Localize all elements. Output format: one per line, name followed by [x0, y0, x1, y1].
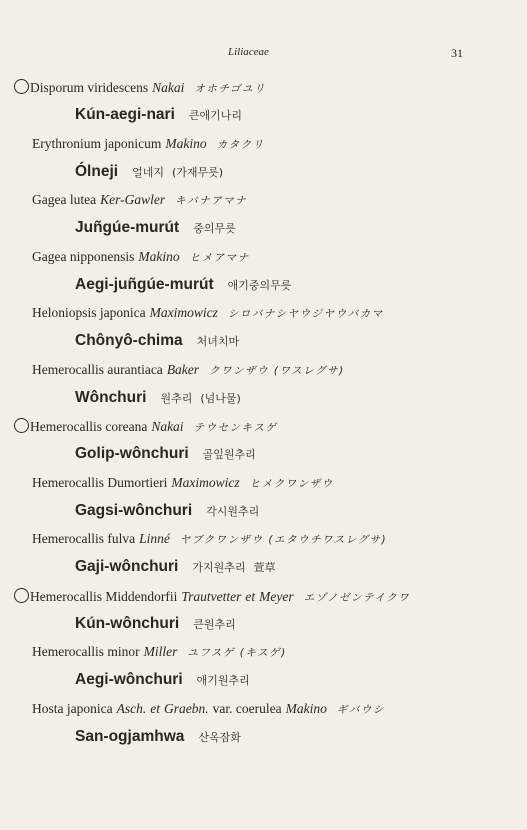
korean-name: Ólneji [75, 162, 119, 180]
latin-name: Disporum viridescens [30, 80, 149, 95]
japanese-name: カタクリ [216, 138, 265, 151]
author: Maximowicz [171, 474, 240, 490]
author: Baker [166, 361, 200, 377]
alt-hangul-name: (넘나물) [200, 391, 241, 405]
page-header [0, 46, 527, 62]
korean-line [75, 276, 291, 295]
korean-name: San-ogjamhwa [75, 727, 185, 745]
author-connector: et [150, 700, 160, 716]
latin-name: Hemerocallis Middendorfii [30, 588, 178, 604]
korean-line [75, 163, 223, 182]
latin-line [32, 136, 265, 153]
korean-line [75, 558, 275, 577]
japanese-name: テウセンキスゲ [193, 422, 278, 434]
korean-line [75, 615, 236, 634]
latin-name: Erythronium japonicum [32, 135, 162, 151]
hangul-name: 애기원추리 [196, 674, 250, 687]
latin-line [32, 305, 384, 322]
author: Makino [138, 248, 180, 264]
hangul-name: 원추리 [160, 391, 193, 405]
species-entry [0, 192, 527, 249]
hangul-name: 애기중의무릇 [227, 278, 292, 292]
latin-name: Hemerocallis Dumortieri [32, 474, 168, 490]
circle-marker-icon [14, 588, 29, 603]
species-entry [0, 136, 527, 193]
author-connector: et [245, 588, 256, 604]
japanese-name: クワンザウ (ワスレグサ) [209, 364, 345, 377]
latin-line [32, 249, 250, 266]
korean-name: Aegi-juñgúe-murút [75, 275, 214, 293]
japanese-name: ヒメアマナ [189, 251, 250, 264]
korean-name: Chônyô-chima [75, 332, 183, 349]
author: Miller [143, 644, 178, 659]
species-entry [0, 701, 527, 758]
species-entry [0, 249, 527, 306]
hangul-name: 산옥잠화 [198, 730, 241, 744]
author-3: Makino [285, 700, 327, 716]
latin-line [32, 531, 387, 548]
japanese-name: エゾノゼンテイクワ [303, 591, 411, 604]
korean-name: Kún-aegi-nari [75, 106, 175, 123]
latin-line [32, 475, 334, 492]
latin-line [32, 701, 385, 718]
latin-name: Heloniopsis japonica [32, 305, 146, 320]
hangul-name: 골잎원추리 [202, 448, 256, 461]
hangul-name: 처녀치마 [196, 335, 240, 348]
hangul-name: 각시원추리 [206, 504, 260, 518]
latin-name: Hemerocallis minor [32, 644, 140, 659]
author-2: Meyer [259, 588, 294, 604]
korean-name: Juñgúe-murút [75, 219, 180, 236]
species-entry [0, 531, 527, 588]
circle-marker-icon [14, 418, 29, 433]
species-entry [0, 305, 527, 362]
latin-line [32, 644, 287, 661]
latin-name: Gagea lutea [32, 192, 97, 207]
japanese-name: ヤブクワンザウ (エタウチワスレグサ) [179, 534, 388, 546]
variety: var. coerulea [212, 700, 282, 716]
species-list [0, 79, 527, 757]
author: Nakai [152, 80, 185, 95]
author: Maximowicz [149, 305, 218, 320]
author: Trautvetter [181, 588, 242, 604]
latin-line [14, 79, 266, 97]
author: Ker-Gawler [100, 192, 166, 207]
hangul-name: 큰애기나리 [188, 109, 243, 122]
japanese-name: ユフスゲ (キスゲ) [187, 647, 287, 659]
alt-hangul-name: (가재무릇) [171, 165, 224, 179]
korean-line [75, 332, 239, 351]
japanese-name: シロバナシヤウジヤウバカマ [227, 308, 384, 320]
running-title: Liliaceae [228, 46, 269, 58]
author: Nakai [151, 419, 184, 434]
japanese-name: オホチゴユリ [194, 83, 266, 95]
species-entry [0, 418, 527, 475]
korean-line [75, 219, 236, 238]
latin-line [14, 418, 277, 436]
species-entry [0, 475, 527, 532]
korean-line [75, 728, 241, 747]
latin-name: Hemerocallis aurantiaca [32, 361, 163, 377]
korean-name: Aegi-wônchuri [75, 671, 183, 688]
korean-name: Wônchuri [75, 388, 147, 406]
latin-line [32, 192, 247, 209]
hangul-name: 가지원추리 [192, 561, 246, 574]
korean-line [75, 106, 242, 125]
chinese-name: 萱草 [253, 561, 276, 574]
japanese-name: キバナアマナ [175, 195, 248, 207]
korean-line [75, 389, 241, 408]
latin-name: Hosta japonica [32, 700, 113, 716]
hangul-name: 중의무릇 [193, 222, 236, 235]
japanese-name: ギバウシ [336, 703, 385, 716]
circle-marker-icon [14, 79, 29, 94]
author: Asch. [116, 700, 147, 716]
korean-line [75, 671, 250, 690]
korean-name: Gaji-wônchuri [75, 558, 179, 575]
latin-name: Gagea nipponensis [32, 248, 135, 264]
korean-line [75, 502, 259, 521]
species-entry [0, 644, 527, 701]
page-number: 31 [451, 46, 463, 60]
japanese-name: ヒメクワンザウ [249, 477, 334, 490]
author-2: Graebn. [163, 700, 209, 716]
species-entry [0, 79, 527, 136]
latin-line [32, 362, 345, 379]
author: Makino [165, 135, 207, 151]
latin-name: Hemerocallis fulva [32, 531, 136, 546]
hangul-name: 큰원추리 [193, 617, 236, 631]
author: Linné [139, 531, 170, 546]
latin-line [14, 588, 410, 606]
latin-name: Hemerocallis coreana [30, 419, 148, 434]
hangul-name: 얼네지 [132, 165, 164, 179]
korean-name: Kún-wônchuri [75, 614, 180, 632]
species-entry [0, 362, 527, 419]
korean-line [75, 445, 256, 464]
korean-name: Gagsi-wônchuri [75, 501, 193, 519]
species-entry [0, 588, 527, 645]
korean-name: Golip-wônchuri [75, 445, 189, 462]
